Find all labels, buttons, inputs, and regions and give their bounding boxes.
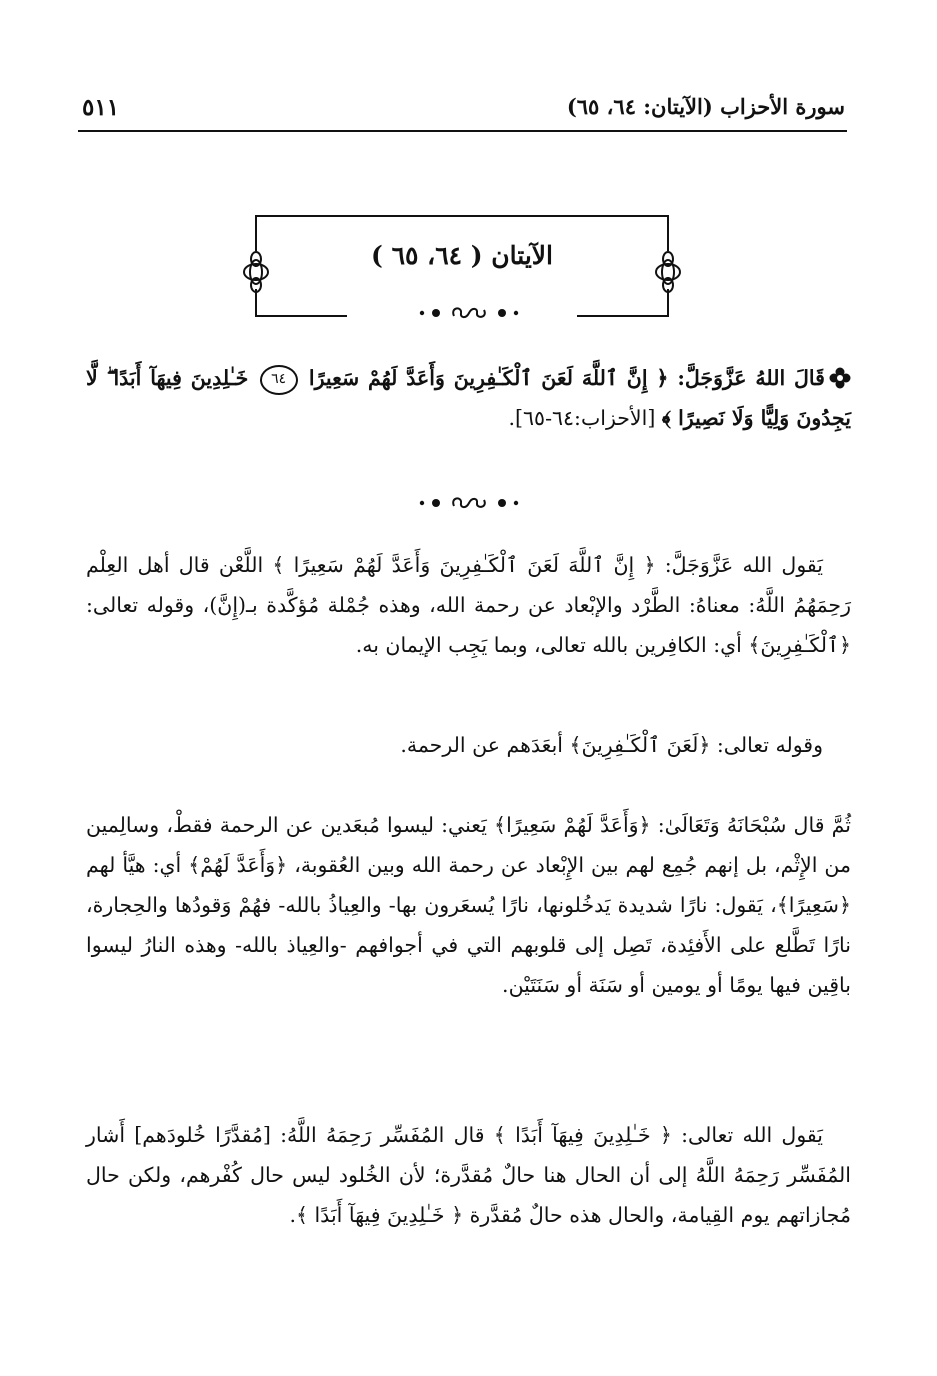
verse-continuation: خَـٰلِدِينَ فِيهَآ أَبَدًا ۖ لَّا يَجِدُونَ وَلِيًّا وَلَا نَصِيرًا ﴾ [86, 366, 851, 430]
ayah-number-marker: ٦٤ [260, 365, 298, 395]
surah-title: سورة الأحزاب (الآيتان: ٦٤، ٦٥) [566, 94, 845, 119]
commentary-paragraph [86, 725, 851, 765]
frame-top-line [255, 215, 669, 217]
commentary-paragraph [86, 545, 851, 665]
commentary-paragraph [86, 805, 851, 1005]
dots-swirl-divider-icon [414, 493, 524, 513]
verse-reference: [الأحزاب:٦٤-٦٥]. [508, 406, 656, 430]
paragraph-text: وقوله تعالى: ﴿لَعَنَ ٱلْكَـٰفِرِينَ﴾ أبعَدَهم عن الرحمة. [400, 733, 823, 757]
verse-block [86, 358, 851, 438]
paragraph-text: يَقول الله عَزَّوَجَلَّ: ﴿ إِنَّ ٱللَّهَ لَعَنَ ٱلْكَـٰفِرِينَ وَأَعَدَّ لَهُمْ سَعِيرًا ﴾ اللَّعْن قال أهل العِلْم رَحِمَهُمُ اللَّهُ: معناهُ: الطَّرْد والإبْعاد عن رحمة الله، وهذه جُمْلة مُؤكَّدة بـ(إِنَّ)، وقوله تعالى: ﴿ٱلْكَـٰفِرِينَ﴾ أي: الكافِرين بالله تعالى، وبما يَجِب الإيمان به. [86, 553, 851, 657]
dots-swirl-divider-icon [414, 303, 524, 323]
paragraph-text: يَقول الله تعالى: ﴿ خَـٰلِدِينَ فِيهَآ أَبَدًا ﴾ قال المُفَسِّر رَحِمَهُ اللَّهُ: [مُقدَّرًا خُلودَهم] أَشار المُفَسِّر رَحِمَهُ اللَّهُ إلى أن الحال هنا حالٌ مُقدَّرة؛ لأن الخُلود ليس حال كُفْرهم، ولكن حال مُجازاتهم يوم القِيامة، والحال هذه حالٌ مُقدَّرة ﴿ خَـٰلِدِينَ فِيهَآ أَبَدًا ﴾. [86, 1123, 851, 1227]
verse-prefix: قَالَ اللهُ عَزَّوَجَلَّ: ﴿ إِنَّ ٱللَّهَ لَعَنَ ٱلْكَـٰفِرِينَ وَأَعَدَّ لَهُمْ سَعِيرًا [308, 366, 825, 390]
section-heading: الآيتان ( ٦٤، ٦٥ ) [371, 241, 553, 270]
title-divider [0, 303, 937, 323]
page-number: ٥١١ [82, 94, 120, 121]
running-header [78, 92, 847, 132]
rosette-icon [829, 367, 851, 389]
paragraph-text: ثُمَّ قال سُبْحَانَهُ وَتَعَالَىٰ: ﴿وَأَعَدَّ لَهُمْ سَعِيرًا﴾ يَعني: ليسوا مُبعَدين عن الرحمة فقطْ، وسالِمين من الإِثْم، بل إنهم جُمِع لهم بين الإِبْعاد عن رحمة الله وبين العُقوبة، ﴿وَأَعَدَّ لَهُمْ﴾ أي: هيَّأ لهم ﴿سَعِيرًا﴾، يَقول: نارًا شديدة يَدخُلونها، نارًا يُسعَرون بها- والعِياذُ بالله- فهُمْ وَقودُها والحِجارة، نارًا تَطَّلع على الأَفئِدة، تَصِل إلى قلوبهم التي في أجوافهم -والعِياذ بالله- وهذه النارُ ليسوا باقِين فيها يومًا أو يومين أو سَنَة أو سَنَتَيْن. [86, 813, 851, 997]
section-title-frame [255, 215, 669, 317]
commentary-paragraph [86, 1115, 851, 1235]
section-divider [0, 493, 937, 513]
